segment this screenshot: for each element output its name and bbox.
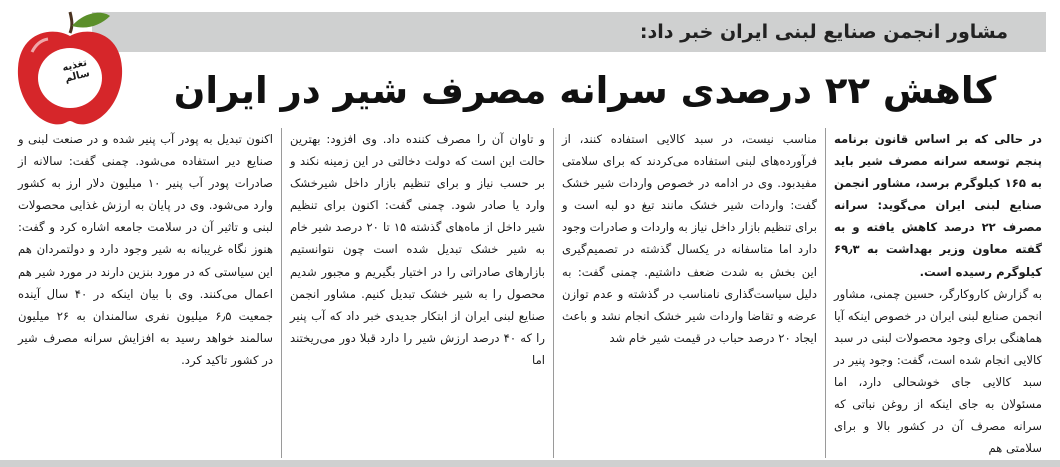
lead-paragraph: در حالی که بر اساس قانون برنامه پنجم توسعه سرانه مصرف شیر باید به ۱۶۵ کیلوگرم برسد، مشاور انجمن صنایع لبنی ایران می‌گوید: سرانه مصرف ۲۲ درصد کاهش یافته و به گفته معاون وزیر بهداشت به ۶۹٫۳ کیلوگرم رسیده است. xyxy=(834,132,1042,279)
kicker-bar xyxy=(92,12,1046,52)
column-4 xyxy=(10,128,281,458)
column-2-body: مناسب نیست، در سبد کالایی استفاده کنند، از فرآورده‌های لبنی استفاده می‌کردند که برای سلامتی مفیدبود. وی در ادامه در خصوص واردات شیر خشک گفت: واردات شیر خشک مانند تیغ دو لبه است و برای تنظیم بازار داخل نیاز به واردات و صادرات وجود دارد اما متاسفانه در یکسال گذشته در تصمیم‌گیری این بخش به شدت ضعف داشتیم. چمنی گفت: به دلیل سیاست‌گذاری نامناسب در گذشته و عدم توازن عرضه و تقاضا واردات شیر خشک انجام نشد و باعث ایجاد ۲۰ درصد حباب در قیمت شیر خام شد xyxy=(562,132,817,345)
column-3 xyxy=(281,128,553,458)
column-1 xyxy=(825,128,1050,458)
logo-label: تغذیه سالم xyxy=(61,57,91,85)
article-columns xyxy=(10,128,1050,458)
apple-logo-icon xyxy=(10,6,130,132)
headline: کاهش ۲۲ درصدی سرانه مصرف شیر در ایران xyxy=(173,68,997,112)
bottom-strip xyxy=(0,460,1060,467)
column-4-body: اکنون تبدیل به پودر آب پنیر شده و در صنعت لبنی و صنایع دیر استفاده می‌شود. چمنی گفت: سالانه از صادرات پودر آب پنیر ۱۰ میلیون دلار ارز به کشور وارد می‌شود. وی در پایان به ارزش غذایی محصولات لبنی و تاثیر آن در سلامت جامعه اشاره کرد و گفت: هنوز نگاه غریبانه به شیر وجود دارد و دولتمردان هم این سیاستی که در مورد بنزین دارند در مورد شیر هم اعمال می‌کنند. وی با بیان اینکه در ۴۰ سال آینده جمعیت ۶٫۵ میلیون نفری سالمندان به ۲۶ میلیون سالمند خواهد رسید به افزایش سرانه مصرف شیر در کشور تاکید کرد. xyxy=(18,132,273,367)
kicker-text: مشاور انجمن صنایع لبنی ایران خبر داد: xyxy=(639,21,1008,43)
column-3-body: و تاوان آن را مصرف کننده داد. وی افزود: بهترین حالت این است که دولت دخالتی در این زمینه نکند و بر حسب نیاز و برای تنظیم بازار داخل شیرخشک وارد یا صادر شود. چمنی گفت: اکنون برای تنظیم شیر داخل از ماه‌های گذشته ۱۵ تا ۲۰ درصد شیر خام به شیر خشک تبدیل شده است چون نتوانستیم بازارهای صادراتی را در اختیار بگیریم و مجبور شدیم محصول را به شیر خشک تبدیل کنیم. مشاور انجمن صنایع لبنی ایران از ابتکار جدیدی خبر داد که آب پنیر را که ۴۰ درصد ارزش شیر را دارد قبلا دور می‌ریختند اما xyxy=(290,132,545,367)
column-1-body: به گزارش کاروکارگر، حسین چمنی، مشاور انجمن صنایع لبنی ایران در خصوص اینکه آیا هماهنگی برای وجود محصولات لبنی در سبد کالایی انجام شده است، گفت: وجود پنیر در سبد کالایی جای خوشحالی دارد، اما مسئولان به جای اینکه از روغن نباتی که سرانه مصرف آن در کشور بالا و برای سلامتی هم xyxy=(834,286,1042,456)
column-2 xyxy=(553,128,825,458)
